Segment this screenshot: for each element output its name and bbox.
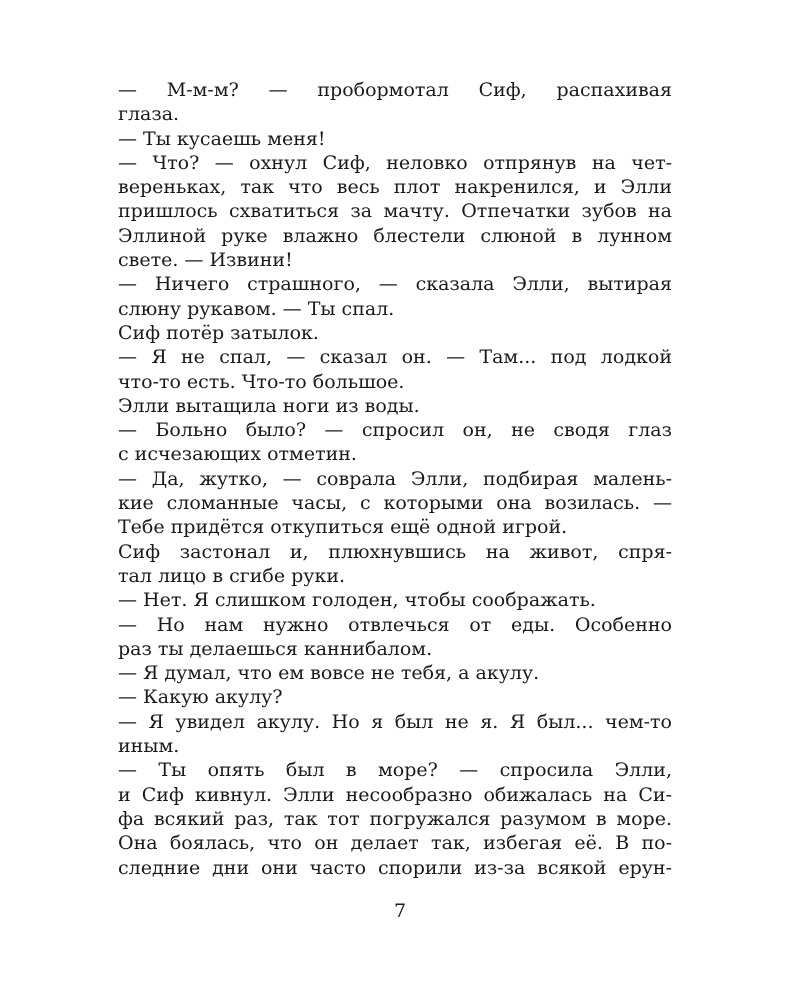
body-text bbox=[118, 78, 672, 880]
text-line: — Ничего страшного, — сказала Элли, вытирая bbox=[118, 273, 672, 296]
text-line: — М-м-м? — пробормотал Сиф, распахивая bbox=[118, 79, 672, 101]
text-line: раз ты делаешься каннибалом. bbox=[118, 637, 433, 660]
text-line: — Что? — охнул Сиф, неловко отпрянув на чет- bbox=[118, 151, 672, 174]
text-line: что-то есть. Что-то большое. bbox=[118, 370, 405, 393]
text-line: с исчезающих отметин. bbox=[118, 443, 357, 466]
text-line: и Сиф кивнул. Элли несообразно обижалась на Си- bbox=[118, 783, 672, 806]
text-line: кие сломанные часы, с которыми она возилась. — bbox=[118, 492, 672, 515]
text-line: тал лицо в сгибе руки. bbox=[118, 564, 346, 587]
text-line: — Нет. Я слишком голоден, чтобы соображать. bbox=[118, 589, 596, 612]
text-line: — Я не спал, — сказал он. — Там... под лодкой bbox=[118, 346, 672, 369]
text-line: — Да, жутко, — соврала Элли, подбирая малень- bbox=[118, 467, 672, 490]
text-line: Сиф застонал и, плюхнувшись на живот, спря- bbox=[118, 540, 672, 563]
text-line: глаза. bbox=[118, 103, 180, 126]
text-line: — Я думал, что ем вовсе не тебя, а акулу. bbox=[118, 662, 540, 685]
text-line: — Ты кусаешь меня! bbox=[118, 127, 326, 150]
text-line: Эллиной руке влажно блестели слюной в лунном bbox=[118, 224, 672, 247]
text-line: иным. bbox=[118, 735, 180, 758]
text-line: фа всякий раз, так тот погружался разумом в море. bbox=[118, 807, 672, 830]
text-line: Тебе придётся откупиться ещё одной игрой. bbox=[118, 516, 568, 539]
text-line: вереньках, так что весь плот накренился, и Элли bbox=[118, 176, 672, 199]
text-line: свете. — Извини! bbox=[118, 249, 293, 272]
text-line: следние дни они часто спорили из-за всякой ерун- bbox=[118, 856, 672, 879]
text-line: слюну рукавом. — Ты спал. bbox=[118, 297, 395, 320]
text-line: — Больно было? — спросил он, не сводя глаз bbox=[118, 419, 672, 442]
page-number: 7 bbox=[393, 900, 407, 922]
text-line: Сиф потёр затылок. bbox=[118, 321, 319, 344]
text-line: Элли вытащила ноги из воды. bbox=[118, 394, 420, 417]
text-line: — Но нам нужно отвлечься от еды. Особенно bbox=[118, 613, 672, 636]
text-line: — Ты опять был в море? — спросила Элли, bbox=[118, 759, 672, 782]
text-line: Она боялась, что он делает так, избегая её. В по- bbox=[118, 832, 672, 855]
text-line: — Какую акулу? bbox=[118, 686, 283, 709]
text-line: — Я увидел акулу. Но я был не я. Я был... чем-то bbox=[118, 710, 672, 733]
text-line: пришлось схватиться за мачту. Отпечатки зубов на bbox=[118, 200, 672, 223]
